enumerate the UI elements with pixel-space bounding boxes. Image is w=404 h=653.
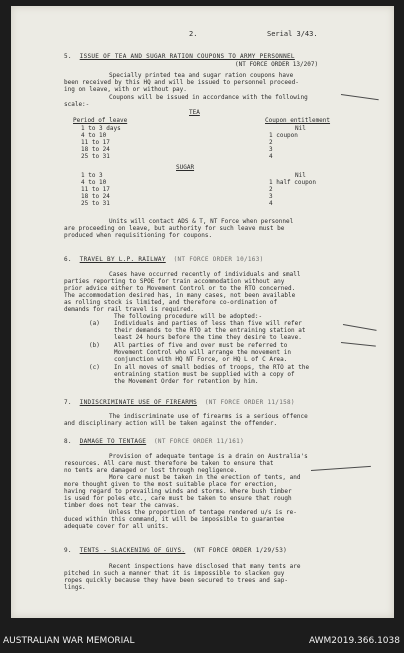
table-row bbox=[81, 193, 341, 200]
text-line: is used for poles etc., care must be taken to ensure that rough bbox=[64, 495, 292, 502]
text-line: Movement Control who will arrange the movement in bbox=[114, 349, 292, 356]
margin-pen-mark bbox=[341, 342, 376, 347]
table-row bbox=[81, 200, 341, 207]
section-8-title: DAMAGE TO TENTAGE bbox=[79, 438, 147, 445]
text-line: More care must be taken in the erection of tents, and bbox=[109, 474, 301, 481]
footer-credit: AUSTRALIAN WAR MEMORIAL bbox=[3, 636, 135, 646]
sugar-table bbox=[81, 172, 341, 207]
text-line: duced within this command, it will be impossible to guarantee bbox=[64, 516, 285, 523]
coupon-cell: 1 coupon bbox=[269, 132, 298, 139]
section-5-heading bbox=[64, 53, 295, 60]
section-7-ref: (NT FORCE ORDER 11/158) bbox=[204, 399, 295, 406]
footer-bar bbox=[0, 630, 404, 653]
table-row bbox=[81, 132, 341, 139]
text-line: their demands to the RTO at the entraining station at bbox=[114, 327, 306, 334]
text-line: lings. bbox=[64, 584, 86, 591]
section-9-heading bbox=[64, 547, 287, 554]
text-line: Specially printed tea and sugar ration coupons have bbox=[109, 72, 294, 79]
text-line: All parties of five and over must be referred to bbox=[114, 342, 288, 349]
period-cell: 11 to 17 bbox=[81, 186, 110, 193]
text-line: the Movement Order for retention by him. bbox=[114, 378, 259, 385]
serial-number: Serial 3/43. bbox=[267, 30, 318, 38]
text-line: as rolling stock is limited, and therefore co-ordination of bbox=[64, 299, 278, 306]
section-8-ref: (NT FORCE ORDER 11/161) bbox=[154, 438, 244, 445]
coupon-cell: 4 bbox=[269, 200, 273, 207]
coupon-cell: 3 bbox=[269, 193, 273, 200]
section-9-number: 9. bbox=[64, 547, 72, 554]
item-label: (c) bbox=[89, 364, 100, 371]
text-line: Units will contact ADS & T, NT Force when personnel bbox=[109, 218, 294, 225]
period-cell: 11 to 17 bbox=[81, 139, 110, 146]
section-7-title: INDISCRIMINATE USE OF FIREARMS bbox=[79, 399, 198, 406]
period-cell: 18 to 24 bbox=[81, 146, 110, 153]
table-row bbox=[81, 146, 341, 153]
section-6-ref: (NT FORCE ORDER 10/163) bbox=[173, 256, 264, 263]
col-coupon-header: Coupon entitlement bbox=[265, 117, 331, 124]
section-8-number: 8. bbox=[64, 438, 72, 445]
text-line: produced when requisitioning for coupons. bbox=[64, 232, 213, 239]
page-number: 2. bbox=[189, 30, 198, 38]
table-row bbox=[81, 172, 341, 179]
period-cell: 25 to 31 bbox=[81, 153, 110, 160]
text-line: pitched in such a manner that it is impossible to slacken guy bbox=[64, 570, 285, 577]
text-line: Recent inspections have disclosed that many tents are bbox=[109, 563, 301, 570]
period-cell: 18 to 24 bbox=[81, 193, 110, 200]
period-cell: 4 to 10 bbox=[81, 179, 107, 186]
text-line: least 24 hours before the time they desire to leave. bbox=[114, 334, 302, 341]
text-line: entraining station must be supplied with a copy of bbox=[114, 371, 295, 378]
section-9-title: TENTS - SLACKENING OF GUYS. bbox=[79, 547, 186, 554]
coupon-cell: Nil bbox=[295, 125, 306, 132]
document-page bbox=[11, 6, 394, 618]
section-6-heading bbox=[64, 256, 264, 263]
period-cell: 1 to 3 bbox=[81, 172, 103, 179]
section-5-number: 5. bbox=[64, 53, 72, 60]
text-line: ropes quickly because they have been secured to trees and sap- bbox=[64, 577, 288, 584]
text-line: no tents are damaged or lost through negligence. bbox=[64, 467, 238, 474]
section-5-ref: (NT FORCE ORDER 13/207) bbox=[235, 61, 319, 68]
text-line: Individuals and parties of less than five will refer bbox=[114, 320, 302, 327]
coupon-cell: 4 bbox=[269, 153, 273, 160]
text-line: prior advice either to Movement Control or to the RTO concerned. bbox=[64, 285, 296, 292]
margin-pen-mark bbox=[343, 324, 377, 331]
text-line: been received by this HQ and will be issued to personnel proceed- bbox=[64, 79, 299, 86]
text-line: parties reporting to SPOE for train accommodation without any bbox=[64, 278, 285, 285]
text-line: timber does not tear the canvas. bbox=[64, 502, 180, 509]
text-line: Coupons will be issued in accordance with the following bbox=[109, 94, 308, 101]
section-5-title: ISSUE OF TEA AND SUGAR RATION COUPONS TO ARMY PERSONNEL bbox=[79, 53, 295, 60]
text-line: Unless the proportion of tentage rendered u/s is re- bbox=[109, 509, 297, 516]
text-line: In all moves of small bodies of troops, the RTO at the bbox=[114, 364, 310, 371]
section-6-number: 6. bbox=[64, 256, 72, 263]
section-8-heading bbox=[64, 438, 244, 445]
coupon-cell: 2 bbox=[269, 186, 273, 193]
text-line: resources. All care must therefore be taken to ensure that bbox=[64, 460, 274, 467]
footer-accession-number: AWM2019.366.1038 bbox=[308, 636, 400, 646]
text-line: having regard to prevailing winds and storms. Where bush timber bbox=[64, 488, 292, 495]
coupon-cell: 1 half coupon bbox=[269, 179, 316, 186]
section-9-ref: (NT FORCE ORDER 1/29/53) bbox=[193, 547, 288, 554]
text-line: more thought given to the most suitable place for erection, bbox=[64, 481, 278, 488]
section-6-intro: The following procedure will be adopted:- bbox=[114, 313, 263, 320]
text-line: Cases have occurred recently of individuals and small bbox=[109, 271, 301, 278]
tea-table bbox=[81, 125, 341, 160]
sugar-label: SUGAR bbox=[176, 164, 195, 171]
table-row bbox=[81, 139, 341, 146]
coupon-cell: Nil bbox=[295, 172, 306, 179]
section-6-title: TRAVEL BY L.P. RAILWAY bbox=[79, 256, 166, 263]
coupon-cell: 3 bbox=[269, 146, 273, 153]
period-cell: 25 to 31 bbox=[81, 200, 110, 207]
coupon-cell: 2 bbox=[269, 139, 273, 146]
item-label: (b) bbox=[89, 342, 100, 349]
text-line: demands for rail travel is required. bbox=[64, 306, 195, 313]
table-row bbox=[81, 179, 341, 186]
text-line: conjunction with HQ NT Force, or HQ L of C Area. bbox=[114, 356, 288, 363]
item-label: (a) bbox=[89, 320, 100, 327]
table-row bbox=[81, 125, 341, 132]
text-line: The indiscriminate use of firearms is a serious offence bbox=[109, 413, 308, 420]
section-7-number: 7. bbox=[64, 399, 72, 406]
text-line: Provision of adequate tentage is a drain on Australia's bbox=[109, 453, 308, 460]
period-cell: 1 to 3 days bbox=[81, 125, 121, 132]
text-line: The accommodation desired has, in many cases, not been available bbox=[64, 292, 296, 299]
text-line: are proceeding on leave, but authority for such leave must be bbox=[64, 225, 285, 232]
table-row bbox=[81, 186, 341, 193]
text-line: ing on leave, with or without pay. bbox=[64, 86, 187, 93]
margin-pen-mark bbox=[311, 466, 371, 471]
table-row bbox=[81, 153, 341, 160]
text-line: adequate cover for all units. bbox=[64, 523, 169, 530]
period-cell: 4 to 10 bbox=[81, 132, 107, 139]
margin-pen-mark bbox=[341, 94, 379, 100]
col-period-header: Period of leave bbox=[73, 117, 128, 124]
text-line: and disciplinary action will be taken against the offender. bbox=[64, 420, 278, 427]
text-line: scale:- bbox=[64, 101, 90, 108]
tea-label: TEA bbox=[189, 109, 200, 116]
section-7-heading bbox=[64, 399, 295, 406]
